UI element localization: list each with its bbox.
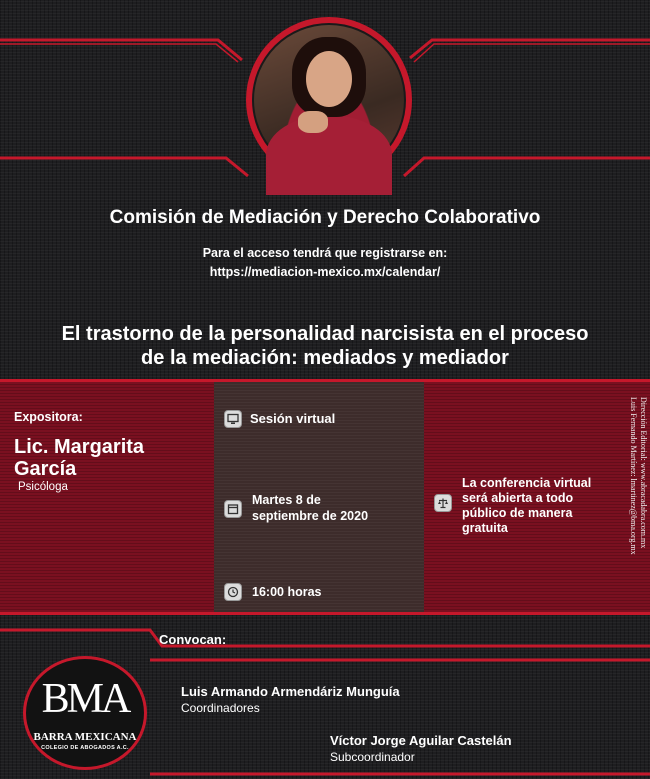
computer-icon bbox=[224, 410, 242, 428]
subcoordinator-role: Subcoordinador bbox=[330, 750, 415, 764]
event-date-line1: Martes 8 de bbox=[252, 493, 321, 507]
speaker-photo bbox=[254, 25, 404, 175]
subcoordinator-name: Víctor Jorge Aguilar Castelán bbox=[330, 733, 512, 748]
speaker-name-line2: García bbox=[14, 458, 77, 480]
logo-name: BARRA MEXICANA bbox=[33, 731, 137, 743]
convocan-label: Convocan: bbox=[159, 632, 227, 647]
free-note-line3: público de manera bbox=[462, 506, 573, 520]
session-type: Sesión virtual bbox=[250, 411, 336, 426]
side-credit-line2: Luis Fernando Martínez: lmartinez@bma.org.mx bbox=[629, 397, 638, 555]
photo-body bbox=[266, 115, 392, 195]
scales-icon bbox=[434, 494, 452, 512]
speaker-name bbox=[14, 436, 204, 480]
side-credit bbox=[629, 397, 648, 602]
talk-title-line2: de la mediación: mediados y mediador bbox=[141, 347, 509, 369]
side-credit-line1: Dirección Editorial: www.abracadabra.com.mx bbox=[639, 397, 648, 549]
bma-logo bbox=[23, 656, 147, 770]
photo-hand bbox=[298, 111, 328, 133]
free-note-line4: gratuita bbox=[462, 521, 508, 535]
access-url[interactable]: https://mediacion-mexico.mx/calendar/ bbox=[209, 265, 441, 279]
calendar-icon bbox=[224, 500, 242, 518]
logo-mark: BMA bbox=[41, 676, 129, 722]
speaker-role: Psicóloga bbox=[18, 481, 68, 493]
speaker-label: Expositora: bbox=[14, 410, 83, 424]
clock-icon bbox=[224, 583, 242, 601]
event-time: 16:00 horas bbox=[252, 585, 322, 599]
free-access-note bbox=[462, 476, 612, 536]
logo-subtitle: COLEGIO DE ABOGADOS A.C. bbox=[41, 745, 129, 751]
band-bottom-line bbox=[0, 612, 650, 615]
talk-title-line1: El trastorno de la personalidad narcisista en el proceso bbox=[61, 323, 589, 345]
event-date bbox=[252, 492, 412, 524]
coordinator-role: Coordinadores bbox=[181, 701, 260, 715]
free-note-line2: será abierta a todo bbox=[462, 491, 574, 505]
speaker-name-line1: Lic. Margarita bbox=[14, 436, 145, 458]
band-top-line bbox=[0, 379, 650, 382]
talk-title bbox=[0, 322, 650, 370]
photo-face bbox=[306, 51, 352, 107]
free-note-line1: La conferencia virtual bbox=[462, 476, 592, 490]
org-title: Comisión de Mediación y Derecho Colaborativo bbox=[109, 207, 541, 228]
event-date-line2: septiembre de 2020 bbox=[252, 509, 369, 523]
access-instructions: Para el acceso tendrá que registrarse en: bbox=[202, 246, 448, 260]
coordinator-name: Luis Armando Armendáriz Munguía bbox=[181, 684, 400, 699]
